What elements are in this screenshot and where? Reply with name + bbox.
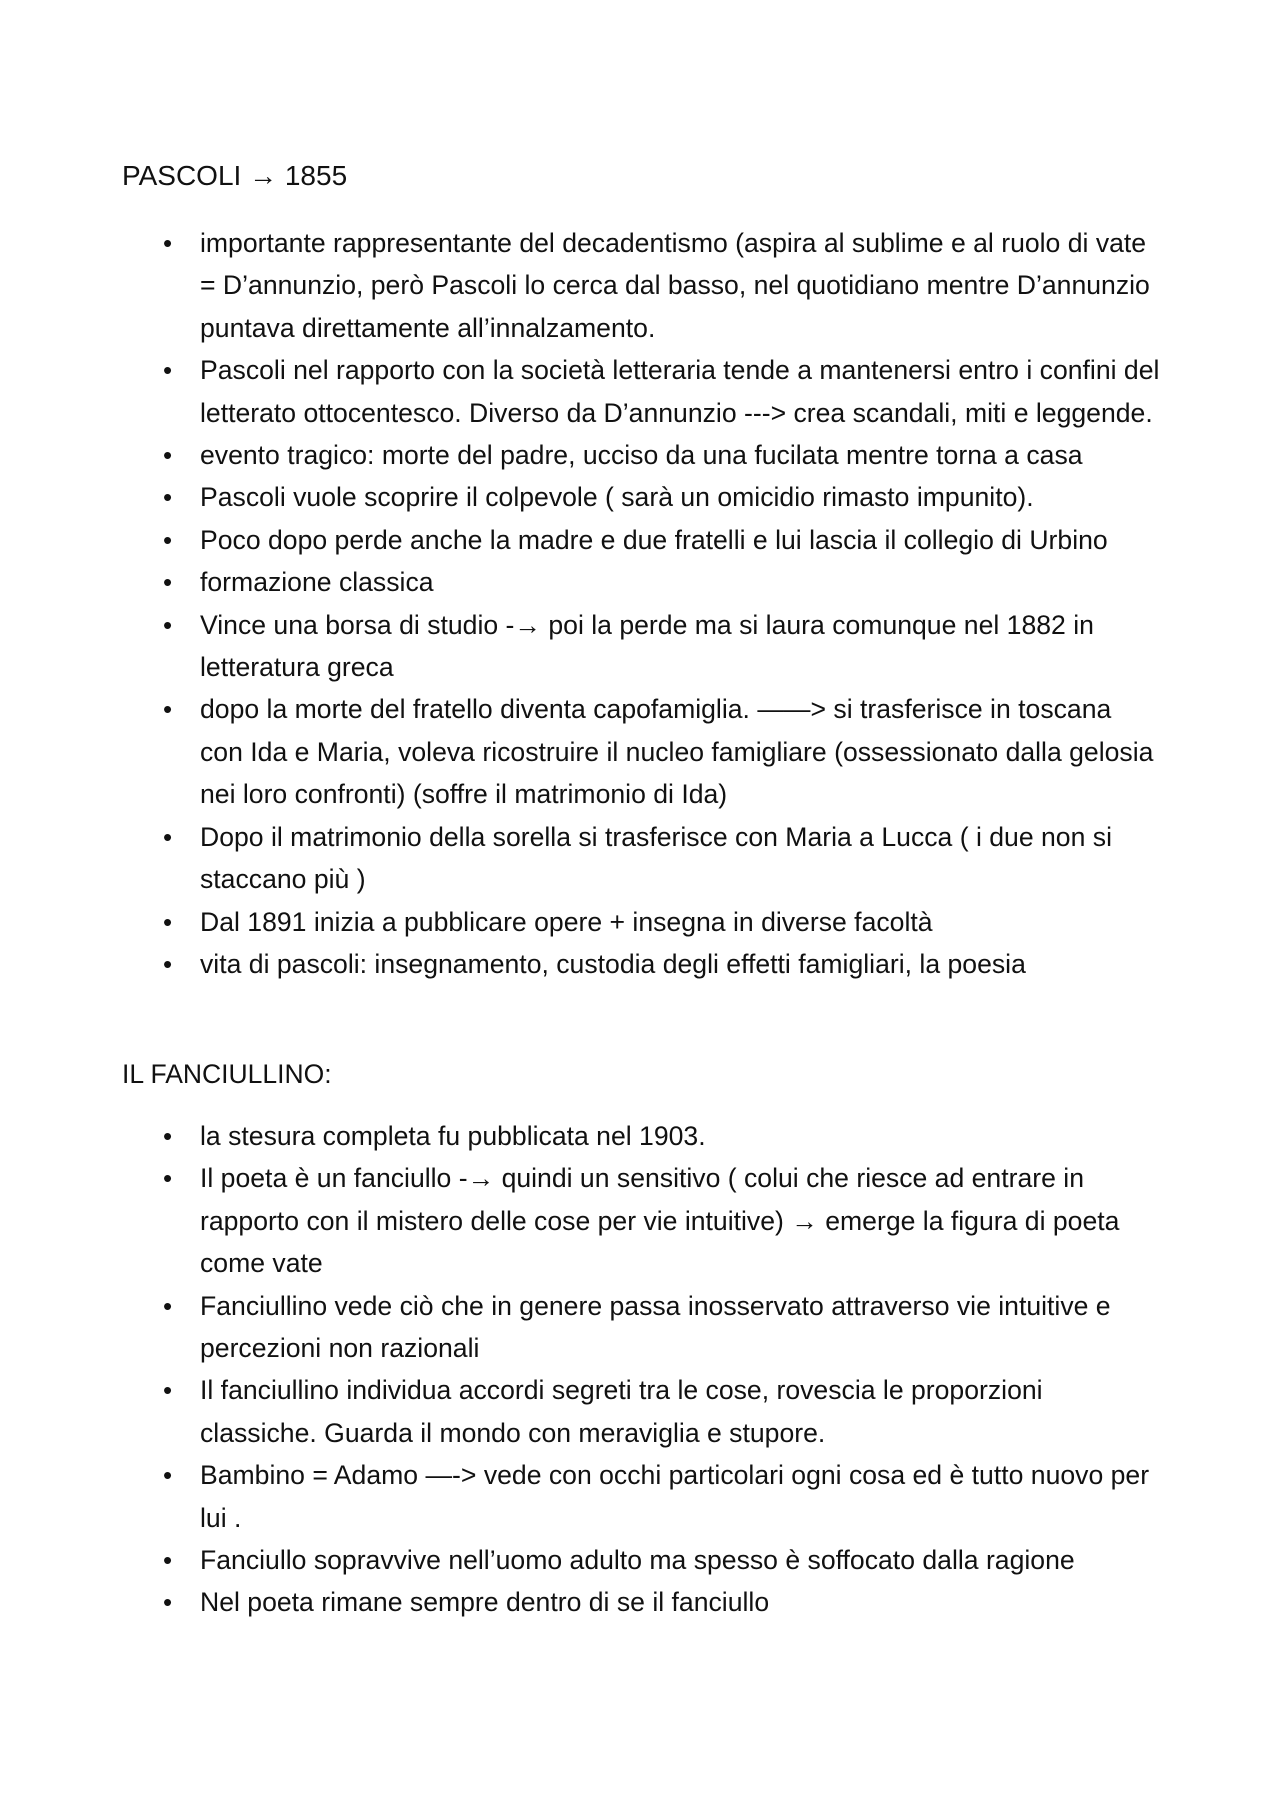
bullet-icon: • — [163, 1460, 173, 1491]
list-item — [0, 1157, 1160, 1284]
list-item — [0, 519, 1160, 561]
list-item — [0, 1285, 1160, 1370]
bullet-icon: • — [163, 524, 173, 555]
bullet-icon: • — [163, 694, 173, 725]
bullet-icon: • — [163, 1290, 173, 1321]
list-item-text: Fanciullino vede ciò che in genere passa inosservato attraverso vie intuitive e percezioni non razionali — [200, 1290, 1111, 1364]
bullet-icon: • — [163, 609, 173, 640]
list-item-text: Il poeta è un fanciullo -→ quindi un sensitivo ( colui che riesce ad entrare in rapporto con il mistero delle cose per vie intuitive) → emerge la figura di poeta come vate — [200, 1163, 1120, 1279]
list-item — [0, 476, 1160, 518]
list-item — [0, 816, 1160, 901]
bullet-icon: • — [163, 440, 173, 471]
list-item — [0, 349, 1160, 434]
bullet-icon: • — [163, 1375, 173, 1406]
list-item-text: Il fanciullino individua accordi segreti tra le cose, rovescia le proporzioni classiche. Guarda il mondo con meraviglia e stupore. — [200, 1375, 1043, 1448]
bullet-icon: • — [163, 821, 173, 852]
list-item-text: evento tragico: morte del padre, ucciso da una fucilata mentre torna a casa — [200, 440, 1083, 471]
section-heading-fanciullino: IL FANCIULLINO: — [122, 1059, 332, 1089]
list-item — [0, 688, 1160, 815]
list-item-text: Fanciullo sopravvive nell’uomo adulto ma spesso è soffocato dalla ragione — [200, 1545, 1075, 1576]
list-item-text: vita di pascoli: insegnamento, custodia degli effetti famigliari, la poesia — [200, 948, 1026, 979]
list-item — [0, 561, 1160, 603]
bullet-icon: • — [163, 355, 173, 386]
list-item-text: Pascoli vuole scoprire il colpevole ( sarà un omicidio rimasto impunito). — [200, 482, 1034, 513]
list-item — [0, 222, 1160, 349]
list-item-text: dopo la morte del fratello diventa capofamiglia. ——> si trasferisce in toscana con Ida e Maria, voleva ricostruire il nucleo famigliare (ossessionato dalla gelosia nei loro confronti) (soffre il matrimonio di Ida) — [200, 694, 1154, 810]
bullet-list-fanciullino — [0, 1115, 1160, 1624]
list-item — [0, 604, 1160, 689]
bullet-icon: • — [163, 906, 173, 937]
bullet-list-biography — [0, 222, 1160, 985]
list-item-text: formazione classica — [200, 567, 434, 598]
list-item-text: Vince una borsa di studio -→ poi la perde ma si laura comunque nel 1882 in letteratura greca — [200, 609, 1094, 683]
list-item-text: la stesura completa fu pubblicata nel 1903. — [200, 1121, 706, 1151]
bullet-icon: • — [163, 1121, 173, 1151]
list-item-text: Dopo il matrimonio della sorella si trasferisce con Maria a Lucca ( i due non si staccano più ) — [200, 821, 1112, 895]
bullet-icon: • — [163, 1545, 173, 1576]
bullet-icon: • — [163, 1587, 173, 1618]
bullet-icon: • — [163, 228, 173, 258]
bullet-icon: • — [163, 567, 173, 598]
section-heading-pascoli: PASCOLI → 1855 — [122, 160, 348, 191]
list-item — [0, 1115, 1160, 1157]
list-item — [0, 1369, 1160, 1454]
list-item — [0, 1581, 1160, 1623]
list-item-text: Poco dopo perde anche la madre e due fratelli e lui lascia il collegio di Urbino — [200, 524, 1108, 555]
list-item — [0, 1539, 1160, 1581]
list-item-text: importante rappresentante del decadentismo (aspira al sublime e al ruolo di vate = D’annunzio, però Pascoli lo cerca dal basso, nel quotidiano mentre D’annunzio puntava direttamente all’innalzamento. — [200, 228, 1150, 343]
bullet-icon: • — [163, 482, 173, 513]
list-item — [0, 901, 1160, 943]
list-item-text: Nel poeta rimane sempre dentro di se il fanciullo — [200, 1587, 770, 1618]
list-item-text: Bambino = Adamo —-> vede con occhi particolari ogni cosa ed è tutto nuovo per lui . — [200, 1460, 1150, 1533]
list-item — [0, 1454, 1160, 1539]
list-item-text: Dal 1891 inizia a pubblicare opere + insegna in diverse facoltà — [200, 906, 933, 937]
list-item — [0, 943, 1160, 985]
list-item-text: Pascoli nel rapporto con la società letteraria tende a mantenersi entro i confini del letterato ottocentesco. Diverso da D’annunzio ---> crea scandali, miti e leggende. — [200, 355, 1160, 428]
bullet-icon: • — [163, 948, 173, 979]
list-item — [0, 434, 1160, 476]
bullet-icon: • — [163, 1163, 173, 1194]
